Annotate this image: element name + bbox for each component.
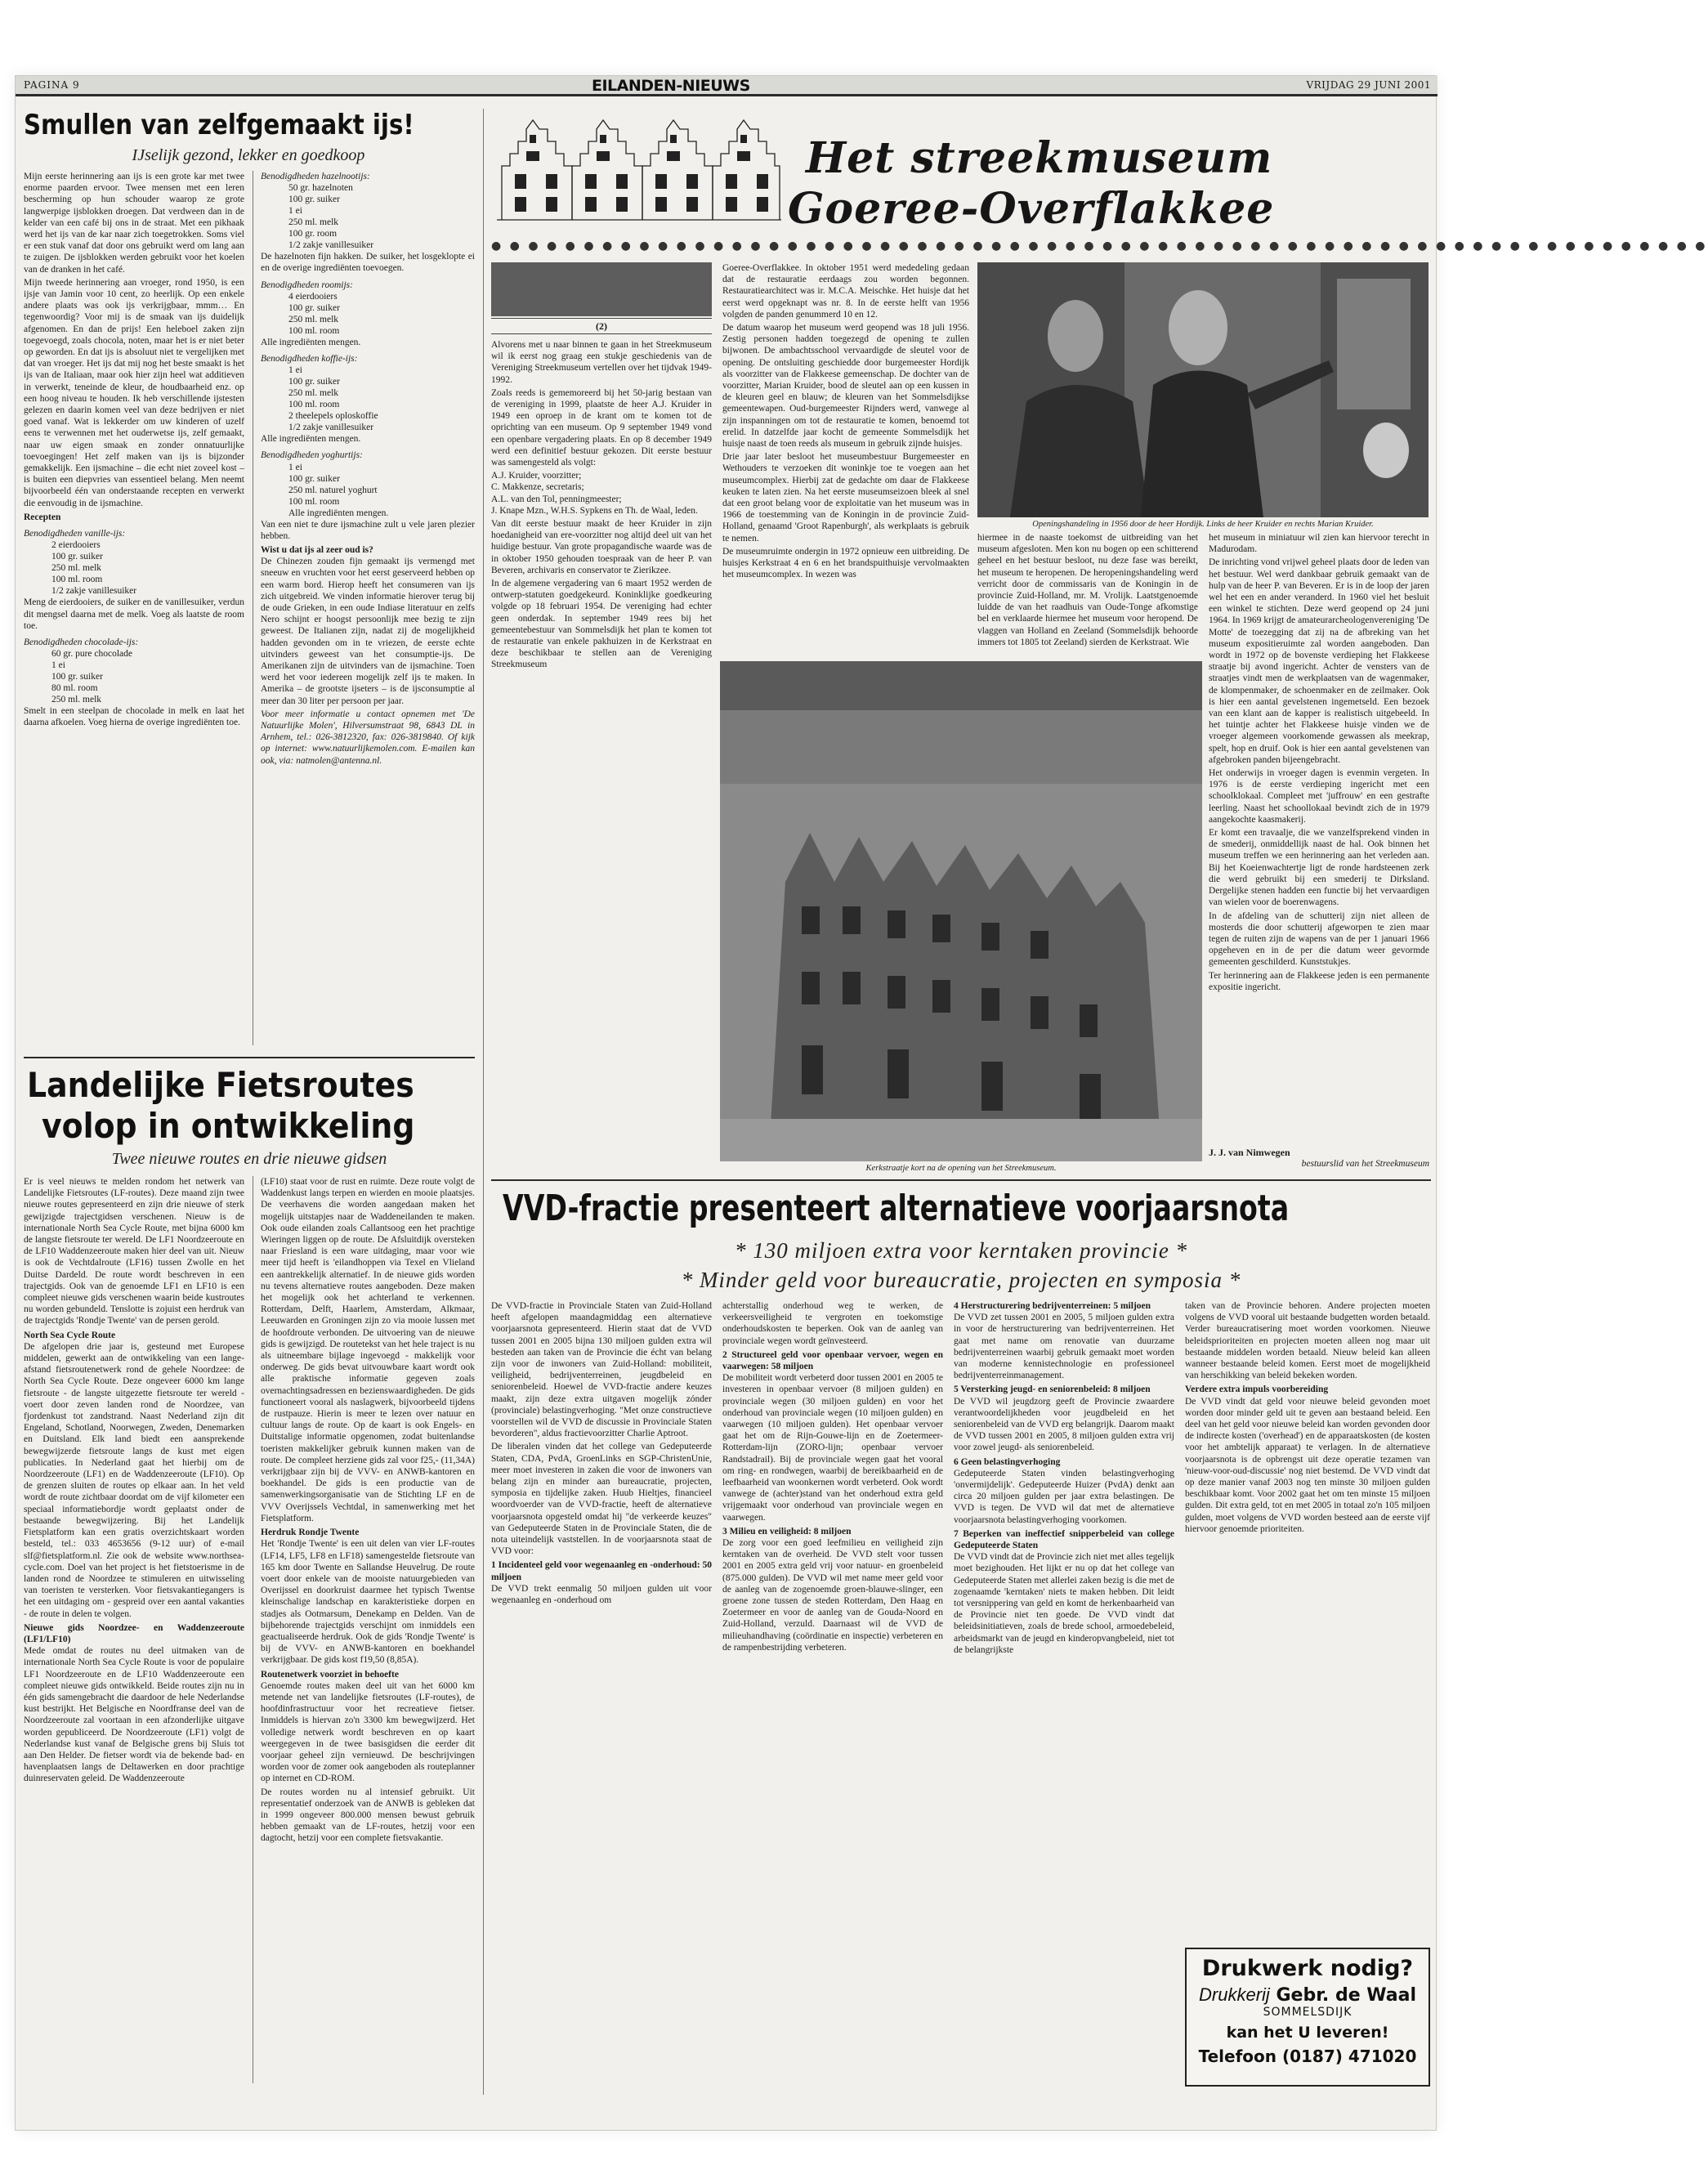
ingredient: 100 gr. suiker [288,195,340,205]
museum-body: Drie jaar later besloot het museumbestuur Burgemeester en Wethouders te verzoeken dit woninkje toe te voegen aan het museumcomplex. Hierbij zat de gedachte om daar de Flakkeese keuken te laten zien. Na het eerste museumseizoen bleek al snel dat een groot belang voor de exploitatie van het museum was in 1966 de toestemming van de Koningin in de provincie Zuid-Holland, genaamd 'Groot Rapenburgh', als werkplaats is gebruik te nemen. [722,452,969,544]
recipe-title: Benodigdheden chocolade-ijs: [24,637,139,647]
ingredient: 100 gr. suiker [51,672,103,682]
issue-date: VRIJDAG 29 JUNI 2001 [1306,79,1431,91]
kerkstraat-photo [720,661,1202,1161]
ingredient: Alle ingrediënten mengen. [288,508,389,518]
museum-body: C. Makkenze, secretaris; [491,482,584,493]
museum-col-1 [491,339,712,1050]
recipe-method: Van een niet te dure ijsmachine zult u vele jaren plezier hebben. [261,519,475,541]
museum-body: De inrichting vond vrijwel geheel plaats door de leden van het bestuur. Wel werd dankbaar gebruik gemaakt van de hulp van de heer P. van Beveren. Er is in de loop der jaren wel het een en ander veranderd. In 1960 viel het besluit een winkel te stichten. Deze werd geopend op 24 juni 1964. In 1969 krijgt de amateurarcheologenvereniging 'De Motte' de toezegging dat zij na de afbreking van het museum expositieruimte zal worden aangeboden. Dan wordt in 1972 op de bovenste verdieping het Flakkeese straatje bij avond ingericht. Achter de vensters van de straatjes vindt men de werkplaatsen van de wagenmaker, de klompenmaker, de schoenmaker en de zeilmaker. Ook is hier een aantal gevelstenen ingemetseld. Een bezoek van een klant aan de kapper is realistisch uitgebeeld. In het tuintje achter het Flakkeese huisje vinden we de vroeger algemeen voorkomende gewassen als meekrap, spelt, hop en druif. Ook is hier een aantal gevelstenen van afgebroken panden bijeengebracht. [1209,557,1429,765]
ingredient: 250 ml. melk [288,217,339,228]
fiets-lead: Er is veel nieuws te melden rondom het netwerk van Landelijke Fietsroutes (LF-routes). Deze maand zijn twee nieuwe routes gepresenteerd en zijn drie nieuwe of sterk gewijzigde trajectgidsen verschenen. Nieuw is de internationale North Sea Cycle Route, met bijna 6000 km de langste fietsroute ter wereld. De LF1 Noordzeeroute en de LF10 Waddenzeeroute maken hier deel van uit. Nieuw is ook de Vechtdalroute (LF16) tussen Zwolle en het Duitse Dardeld. De route wordt beschreven in een trajectgids. Ook van de genoemde LF1 en LF10 is een compleet nieuwe gids verschenen waarin beide kustroutes nu worden gebundeld. Tenslotte is zojuist een herdruk van de trajectgids 'Rondje Twente' van de persen gerold. [24,1177,244,1326]
fiets-subheading: Routenetwerk voorziet in behoefte [261,1669,399,1680]
museum-body: In de algemene vergadering van 6 maart 1952 werden de ontwerp-statuten goedgekeurd. Koninklijke goedkeuring volgde op 18 februari 1954. De vereniging had echter geen onderdak. In september 1949 rees bij het gemeentebestuur van Sommelsdijk het plan te komen tot de restauratie van enkele pakhuizen in de Kerkstraat en deze beschikbaar te stellen aan de Vereniging Streekmuseum [491,579,712,670]
ingredient: 1 ei [288,206,302,217]
page-number: PAGINA 9 [24,79,80,91]
ingredient: 2 eierdooiers [51,540,101,551]
author-name: J. J. van Nimwegen [1209,1147,1290,1158]
recipe-title: Benodigdheden koffie-ijs: [261,354,358,365]
ingredient: 100 gr. suiker [51,552,103,562]
ingredient: 1/2 zakje vanillesuiker [288,423,374,433]
vvd-headline: VVD-fractie presenteert alternatieve voorjaarsnota [503,1188,1290,1229]
museum-body: A.L. van den Tol, penningmeester; [491,494,622,504]
ijs-headline-box [24,109,481,148]
museum-body: Er komt een travaalje, die we vanzelfsprekend vinden in de smederij, onmiddellijk naast de hal. Ook binnen het museum treffen we een herinnering aan het verleden aan. Bij het Koeienwachtertje ligt de ronde hardsteenen zerk die werd gebruikt bij een smederij te Dirksland. Dergelijke stenen hadden een functie bij het vervaardigen van wielen voor de boerenwagens. [1209,828,1429,908]
museum-body: De museumruimte ondergin in 1972 opnieuw een uitbreiding. De huisjes Kerkstraat 4 en 6 en het brandspuithuisje vervolmaakten het museumcomplex. In wezen was [722,546,969,580]
vvd-body: De mobiliteit wordt verbeterd door tussen 2001 en 2005 te investeren in openbaar vervoer (8 miljoen gulden) en provinciale wegen (30 miljoen gulden) en voor het onderhoud van provinciale wegen (10 miljoen gulden) en vaarwegen (10 miljoen gulden). Het openbaar vervoer gaat het om de Rijn-Gouwe-lijn en de Zoetermeer-Rotterdam-lijn (ZORO-lijn; openbaar vervoer Randstadrail). Bij de provinciale wegen gaat het vooral om ring- en rondwegen, waarbij de bereikbaarheid en de leefbaarheid van woonkernen wordt verbeterd. Ook wordt vanwege de (achter)stand van het onderhoud extra geld vrijgemaakt voor onderhoud van provinciale wegen en vaarwegen. [722,1373,943,1523]
fiets-deck: Twee nieuwe routes en drie nieuwe gidsen [111,1150,387,1168]
museum-body: Alvorens met u naar binnen te gaan in het Streekmuseum wil ik eerst nog graag een stukje geschiedenis van de Vereniging Streekmuseum vertellen over het tijdvak 1949-1992. [491,340,712,385]
drukwerk-advertisement [1185,1948,1430,2087]
ijs-subheading: Wist u dat ijs al zeer oud is? [261,545,373,556]
vvd-body: De VVD trekt eenmalig 50 miljoen gulden uit voor wegenaanleg en -onderhoud om [491,1583,712,1606]
ingredient: 50 gr. hazelnoten [288,183,353,194]
museum-body: hiermee in de naaste toekomst de uitbreiding van het museum afgesloten. Men kon nu bogen op een schitterend geheel en het bestuur besloot, nu deze fase was bereikt, het museum te heropenen. De heropeningshandeling werd verricht door de commissaris van de Koningin in de provincie Zuid-Holland, mr. M. Vrolijk. Laatstgenoemde luidde de van het raadhuis van Oude-Tonge afkomstige bel en verklaarde hiermee het museum voor heropend. De vlaggen van Holland en Zeeland (Sommelsdijk behoorde immers tot 1805 tot Zeeland) sierden de Kerkstraat. Wie [977,533,1198,647]
vvd-body: De zorg voor een goed leefmilieu en veiligheid zijn kerntaken van de overheid. De VVD stelt voor tussen 2001 en 2005 extra geld vrij voor natuur- en groenbeleid (875.000 gulden). De VVD wil met name meer geld voor de aanleg van de zogenoemde groen-blauwe-slinger, een groene zone tussen de steden Rotterdam, Den Haag en Zoetermeer en voor de aanleg van de Gouda-Noord en Zuid-Holland, verzuld. Daarnaast wil de VVD de milieuhandhaving (coördinatie en inspectie) verbeteren en de rampenbestrijding verbeteren. [722,1538,943,1653]
recipe-title: Benodigdheden yoghurtijs: [261,450,363,461]
opening-photo [977,262,1429,517]
ingredient: 250 ml. melk [288,314,339,324]
museum-title-2: Goeree-Overflakkee [788,184,1275,234]
museum-body: Ter herinnering aan de Flakkeese jeden is een permanente expositie ingericht. [1209,970,1429,992]
fiets-body: Mede omdat de routes nu deel uitmaken van de internationale North Sea Cycle Route is voor de populaire LF1 Noordzeeroute en de LF10 Waddenzeeroute een compleet nieuwe gids ontwikkeld. Beide routes zijn nu in één gids samengebracht die daardoor de hele Nederlandse kust bestrijkt. Het Belgische en Noordfranse deel van de Noordzeeroute zal voortaan in een afzonderlijke uitgave worden gepubliceerd. De Noordzeeroute (LF1) volgt de Nederlandse kust vanaf de Belgische grens bij Sluis tot aan Den Helder. De fietser wordt via de bekende bad- en havenplaatsen langs de Deltawerken en door prachtige duinreservaten geleid. De Waddenzeeroute [24,1646,244,1784]
ijs-headline: Smullen van zelfgemaakt ijs! [24,109,414,141]
vvd-deck-2: * Minder geld voor bureaucratie, projecten en symposia * [681,1268,1241,1292]
museum-col-4 [1209,532,1429,1153]
vvd-point-title: 4 Herstructurering bedrijventerreinen: 5 miljoen [954,1301,1151,1311]
fiets-headline-box-1 [24,1065,481,1107]
vvd-body: De VVD vindt dat de Provincie zich niet met alles tegelijk moet bezighouden. Het lijkt er nu op dat het college van Gedeputeerde Staten met allerlei zaken bezig is die met de zogenaamde 'kerntaken' niets te maken hebben. Dit leidt tot versnippering van geld en komt de herkenbaarheid van de Provincie niet ten goede. De VVD vindt dat beleidsinitiatieven, zoals de brede school, armoedebeleid, arbeidsmarkt van de jeugd en kinderopvangbeleid, niet tot de belangrijkste [954,1552,1174,1655]
fiets-headline-1: Landelijke Fietsroutes [27,1065,414,1105]
vvd-col-4 [1185,1300,1430,1987]
ingredient: 1 ei [51,660,65,671]
ingredient: 100 gr. suiker [288,473,340,484]
ad-company [1187,1984,1429,2006]
fiets-headline-box-2 [24,1106,481,1148]
museum-body: Zoals reeds is gememoreerd bij het 50-jarig bestaan van de vereniging in 1999, plaatste de heer A.J. Kruider in 1949 een oproep in de krant om te komen tot de oprichting van een museum. Op 9 september 1949 vond een openbare vergadering plaats. En op 8 december 1949 werd een definitief bestuur gekozen. Dit eerste bestuur was samengesteld als volgt: [491,387,712,468]
ad-town: SOMMELSDIJK [1263,2006,1353,2019]
ijs-body: Mijn tweede herinnering aan vroeger, rond 1950, is een ijsje van Jamin voor 10 cent, zo heerlijk. Op een enkele andere plaats was ook ijs verkrijgbaar, mmm… En tegenwoordig? Voor mij is de smaak van ijs duidelijk afgenomen. En dan de prijs! Een heleboel zaken zijn toegevoegd, zoals chocola, noten, maar het is er niet beter op geworden. En dat ijs is absoluut niet te vergelijken met dat van vroeger. Het ijs dat mij nog het beste smaakt is het ijs van de Italiaan, maar ook hier zijn heel wat additieven in verwerkt, teneinde de kleur, de houdbaarheid enz. op een hoog niveau te houden. Ik heb verschillende ijstesten gelezen en daarin komen veel van deze bedrijven er niet goed vanaf. Wat is lekkerder om uw kinderen of uzelf eens te verwennen met het ouderwetse ijs, zelf gemaakt, naar uw eigen smaak en zonder onnatuurlijke toevoegingen! Het zelf maken van ijs is bijzonder gemakkelijk. Een ijsmachine – die echt niet zoveel kost – is buiten een diepvries van essentieel belang. Men neemt bijvoorbeeld één van onderstaande recepten en verwerkt die eenvoudig in de ijsmachine. [24,277,244,508]
fiets-subheading: Herdruk Rondje Twente [261,1528,360,1538]
vvd-body: De liberalen vinden dat het college van Gedeputeerde Staten, CDA, PvdA, GroenLinks en SGP-ChristenUnie, meer moet investeren in zaken die voor de inwoners van belang zijn en minder aan bureaucratie, projecten, symposia en tijdelijke zaken. Huub Hieltjes, financieel woordvoerder van de VVD-fractie, heeft de alternatieve voorjaarsnota opgesteld omdat hij "de verkeerde keuzes" van Gedeputeerde Staten in de Provinciale Staten, die de nota uiteindelijk vaststellen. In de voorjaarsnota staat de VVD voor: [491,1442,712,1557]
ingredient: 250 ml. melk [51,563,102,574]
vvd-point-title: 1 Incidenteel geld voor wegenaanleg en -onderhoud: 50 miljoen [491,1560,712,1582]
fiets-subheading: North Sea Cycle Route [24,1330,116,1340]
ingredient: 250 ml. melk [288,388,339,399]
vvd-body: De VVD vindt dat geld voor nieuwe beleid gevonden moet worden door minder geld uit te geven aan bestaand beleid. Een deel van het geld voor nieuwe beleid kan worden gevonden door de indirecte kosten ('overhead') en de apparaatskosten (de kosten voor het ambtelijk apparaat) te verlagen. In de alternatieve voorjaarsnota is de opbrengst uit deze operatie tezamen van 'nieuw-voor-oud-discussie' nog niet bestemd. De VVD vindt dat op deze manier vanaf 2003 nog ten minste 30 miljoen gulden beschikbaar komt. Voor 2002 gaat het om ten minste 15 miljoen gulden. Dit extra geld, tot en met 2005 in totaal zo'n 105 miljoen gulden, moet volgens de VVD worden besteed aan de eerste vijf hiervoor genoemde prioriteiten. [1185,1396,1430,1534]
vvd-point-title: 3 Milieu en veiligheid: 8 miljoen [722,1526,852,1537]
ad-headline: Drukwerk nodig? [1201,1956,1414,1981]
vvd-body: Gedeputeerde Staten vinden belastingverhoging 'onvermijdelijk'. Gedeputeerde Huizer (PvdA) denkt aan circa 20 miljoen gulden per jaar extra belastingen. De VVD is tegen. De VVD wil dat met de alternatieve voorjaarsnota belastingverhoging voorkomen. [954,1468,1174,1525]
author-role: bestuurslid van het Streekmuseum [1301,1159,1429,1170]
recipe-method: Smelt in een steelpan de chocolade in melk en laat het daarna afkoelen. Voeg hierna de overige ingrediënten toe. [24,706,244,728]
ad-company-name: Gebr. de Waal [1276,1985,1416,2006]
recipe-title: Benodigdheden vanille-ijs: [24,529,126,539]
museum-body: In de afdeling van de schutterij zijn niet alleen de mosterds die door schutterij afgeworpen te zien maar tegen de ruiten zijn de wapens van de per 1 januari 1966 opgeheven en in de per die datum weer gevormde gemeenten geschilderd. Kunststukjes. [1209,910,1429,968]
recipe-title: Benodigdheden hazelnootijs: [261,172,370,181]
ingredient: 1 ei [288,365,302,376]
ingredient: 1/2 zakje vanillesuiker [51,586,137,597]
museum-building-sketch [494,109,784,223]
recipe-method: Alle ingrediënten mengen. [261,337,361,347]
museum-title-1: Het streekmuseum [806,133,1273,183]
recipe-method: Meng de eierdooiers, de suiker en de vanillesuiker, verdun dit mengsel daarna met de melk. Voeg als laatste de room toe. [24,597,244,631]
fiets-body: Het 'Rondje Twente' is een uit delen van vier LF-routes (LF14, LF5, LF8 en LF18) samengestelde fietsroute van 165 km door Twente en Sallandse Heuvelrug. De route voert door enkele van de mooiste natuurgebieden van Overijssel en doorkruist daarmee het typisch Twentse kleinschalige landschap en karakteristieke dorpen en stadjes als Ootmarsum, Denekamp en Delden. Van de bijbehorende trajectgids verschijnt om inmiddels een geactualiseerde herdruk. Ook de gids 'Rondje Twente' is bij de VVV- en ANWB-kantoren en boekhandel verkrijgbaar. De gids kost f19,50 (8,85A). [261,1539,475,1666]
vvd-col-3 [954,1300,1174,2093]
recipe-method: Alle ingrediënten mengen. [261,434,361,445]
vvd-body: achterstallig onderhoud weg te werken, de verkeersveiligheid te vergroten en toekomstige onderhoudskosten te beperken. Ook van de aanleg van provinciale wegen wordt geïnvesteerd. [722,1301,943,1346]
museum-body: Het onderwijs in vroeger dagen is evenmin vergeten. In 1976 is de eerste verdieping ingericht met een schoolklokaal. Compleet met 'juffrouw' en een gestrafte leerling. Naast het schoollokaal bevindt zich de in 1979 aangekochte kaasmakerij. [1209,768,1429,825]
opening-photo-caption: Openingshandeling in 1956 door de heer Hordijk. Links de heer Kruider en rechts Marian Kruider. [1032,520,1374,529]
ijs-col-1 [24,171,244,1053]
ijs-recipes-heading: Recepten [24,512,61,522]
fiets-body: (LF10) staat voor de rust en ruimte. Deze route volgt de Waddenkust langs terpen en wierden en mooie plaatsjes. De veerhavens die worden aangedaan maken het mogelijk uitstapjes naar de Waddeneilanden te maken. Ook oude eilanden zoals Callantsoog een het prachtige Wieringen liggen op de route. De Afsluitdijk oversteken naar Friesland is een ware uitdaging, maar voor wie meer tijd heeft is 'eilandhoppen via Texel en Vlieland een aantrekkelijk alternatief. In de nieuwe gids worden nu tevens alternatieve routes aangeboden. Deze maken het mogelijk ook het achterland te verkennen. Rotterdam, Delft, Haarlem, Amsterdam, Alkmaar, Leeuwarden en Groningen zijn zo via mooie lussen met de hoofdroute verbonden. De uitvoering van de nieuwe gids is gewijzigd. De routetekst van het hele traject is nu als uitneembare bijlage ingevoegd - makkelijk voor onderweg. De gids bevat uitvouwbare kaart wordt ook alle praktische informatie gegeven zoals overnachtingsadressen en bezienswaardigheden. De gids functioneert vooral als naslagwerk, bijvoorbeeld tijdens de rustpauze. Hierin is meer te lezen over natuur en cultuur langs de route. Op de kaart is ook Engels- en Duitstalige informatie opgenomen, zodat buitenlandse toeristen makkelijker gebruik kunnen maken van de route. De compleet herziene gids zal voor f25,- (11,34A) verkrijgbaar zijn bij de VVV- en ANWB-kantoren en boekhandel. De gids is een productie van de samenwerkingsorganisatie van de Stichting LF en de VVV Overijssels Vechtdal, in samenwerking met het Fietsplatform. [261,1177,475,1523]
section-rule [24,1057,475,1058]
vvd-headline-box [491,1188,1431,1237]
museum-photo-small [491,262,712,316]
ad-phone: Telefoon (0187) 471020 [1198,2047,1417,2066]
ad-tagline: kan het U leveren! [1226,2024,1389,2042]
vvd-point-title: 7 Beperken van ineffectief snipperbeleid van college Gedeputeerde Staten [954,1528,1174,1551]
ingredient: 100 ml. room [288,400,340,410]
vvd-col-1 [491,1300,712,2093]
ad-company-prefix: Drukkerij [1199,1984,1270,2005]
ijs-deck: IJselijk gezond, lekker en goedkoop [132,146,365,164]
vvd-point-title: 5 Versterking jeugd- en seniorenbeleid: 8 miljoen [954,1384,1151,1395]
vvd-point-title: 2 Structureel geld voor openbaar vervoer, wegen en vaarwegen: 58 miljoen [722,1349,943,1372]
museum-body: Goeree-Overflakkee. In oktober 1951 werd mededeling gedaan dat de restauratie eerdaags zou worden begonnen. Restauratiearchitect was ir. M.C.A. Meischke. Het huisje dat het eerst werd opgeknapt was nr. 8. In de eerste helft van 1956 volgden de panden genummerd 10 en 12. [722,263,969,320]
fiets-subheading: Nieuwe gids Noordzee- en Waddenzeeroute (LF1/LF10) [24,1622,244,1644]
fiets-body: De afgelopen drie jaar is, gesteund met Europese middelen, gewerkt aan de ontwikkeling van een lange-afstand fietsroutenetwerk rond de gehele Noordzee: de North Sea Cycle Route. Deze ongeveer 6000 km lange fietsroute - de langste uitgezette fietsroute ter wereld - voert door zeven landen rond de Noordzee, van fjordenkust tot zandstrand. Naast Nederland zijn dit Engeland, Schotland, Noorwegen, Zweden, Denemarken en Duitsland. Elk land biedt een aansprekende bewegwijzerde fietsroute langs de kust met eigen publicaties. In Nederland gaat het hierbij om de Noordzeeroute (LF1) en de Waddenzeeroute (LF10). Op de grenzen sluiten de routes op elkaar aan. In het veld wordt de route zichtbaar doordat om de vijf kilometer een speciaal informatiebordje wordt geplaatst onder de bestaande bewegwijzering. Bij het Landelijk Fietsplatform kan een gratis overzichtskaart worden besteld, tel.: 033 4653656 (9-12 uur) of e-mail slf@fietsplatform.nl. Zie ook de website www.northsea-cycle.com. Doel van het project is het fietstoerisme in de landen rond de Noordzee te stimuleren en uitwisseling van toeristen te versterken. Voor fietsvakantiegangers is het een uitdaging om - gespreid over een aantal vakanties - de route in delen te volgen. [24,1341,244,1619]
fiets-body: Genoemde routes maken deel uit van het 6000 km metende net van landelijke fietsroutes (LF-routes), de hoofdinfrastructuur voor het recreatieve fietser. Inmiddels is hiervan zo'n 3300 km bewegwijzerd. Het volledige netwerk wordt beschreven en op kaart weergegeven in de twee basisgidsen die eerder dit voorjaar geheel zijn vernieuwd. De beschrijvingen worden voor de zomer ook aangeboden als routeplanner op internet en CD-ROM. [261,1680,475,1784]
vvd-body: taken van de Provincie behoren. Andere projecten moeten volgens de VVD vooral uit bestaande budgetten worden betaald. Verder bureaucratisering moet worden voorkomen. Nieuwe beleidsprioriteiten en projecten moeten alleen nog maar uit bestaande middelen worden betaald. Nieuw beleid kan alleen wanneer bestaande beleid komen. Eerst moet de mogelijkheid van herschikking van beleid bekeken worden. [1185,1301,1430,1381]
ingredient: 2 theelepels oploskoffie [288,411,378,422]
museum-dot-rule: ● ● ● ● ● ● ● ● ● ● ● ● ● ● ● ● ● ● ● ● ● ● ● ● ● ● ● ● ● ● ● ● ● ● ● ● ● ● ● ● ● ● ● ● ● ● ● ● ● ● ● ● ● ● ● ● ● ● ● ● ● ● ● ● ● ● [491,239,1708,253]
vvd-deck-1: * 130 miljoen extra voor kerntaken provincie * [734,1238,1188,1263]
ingredient: 250 ml. melk [51,695,102,705]
recipe-title: Benodigdheden roomijs: [261,280,353,290]
museum-body: A.J. Kruider, voorzitter; [491,471,582,481]
newspaper-page [15,75,1708,2131]
ingredient: 60 gr. pure chocolade [51,649,132,660]
ingredient: 1/2 zakje vanillesuiker [288,240,374,251]
museum-body: J. Knape Mzn., W.H.S. Sypkens en Th. de Waal, leden. [491,505,698,516]
vvd-body: De VVD wil jeugdzorg geeft de Provincie zwaardere verantwoordelijkheden voor jeugdbeleid en het seniorenbeleid van de VVD erg belangrijk. Daarom maakt de VVD tussen 2001 en 2005, 8 miljoen gulden extra vrij voor zowel jeugd- als seniorenbeleid. [954,1396,1174,1453]
ingredient: 100 gr. suiker [288,302,340,313]
vvd-point-title: Verdere extra impuls voorbereiding [1185,1384,1329,1395]
ingredient: 100 ml. room [288,325,340,336]
fiets-col-1 [24,1176,244,2091]
ingredient: 100 ml. room [51,575,103,585]
museum-title-box-2 [788,184,1433,235]
museum-title-box-1 [788,133,1433,184]
ijs-lead: Mijn eerste herinnering aan ijs is een grote kar met twee enorme paarden ervoor. Twee mensen met een leren bescherming op hun schouder waarop ze grote langwerpige ijsblokken droegen. Dat verdween dan in de kelder van een café bij ons in de straat. Met een pikhaak werd het ijs van de kar naar zich toegetrokken. Soms viel er een stuk vanaf dat door ons gebruikt werd om lang aan te zuigen. De ijsblokken werden gebruikt voor het koelen van de dranken in het café. [24,172,244,275]
museum-byline [1209,1147,1429,1179]
vvd-point-title: 6 Geen belastingverhoging [954,1456,1061,1467]
kerkstraat-photo-image [720,661,1202,1161]
museum-col-3 [977,532,1198,660]
fiets-body: De routes worden nu al intensief gebruikt. Uit representatief onderzoek van de ANWB is gebleken dat in 1999 ongeveer 800.000 mensen bewust gebruik hebben gemaakt van de LF-routes, hetzij voor een dagtocht, hetzij voor een complete fietsvakantie. [261,1787,475,1844]
vvd-lead: De VVD-fractie in Provinciale Staten van Zuid-Holland heeft afgelopen maandagmiddag een alternatieve voorjaarsnota gepresenteerd. Hierin staat dat de VVD tussen 2001 en 2005 bijna 130 miljoen gulden extra wil besteden aan taken van de Provincie die écht van belang zijn voor de inwoners van Zuid-Holland: mobiliteit, veiligheid, bedrijventerreinen, jeugdbeleid en seniorenbeleid. Hoewel de VVD-fractie andere keuzes maakt, zijn deze extra uitgaven mogelijk zónder (provinciale) belastingverhoging. "Met onze constructieve voorstellen wil de VVD de discussie in Provinciale Staten bevorderen", aldus fractievoorzitter Charlie Aptroot. [491,1301,712,1439]
museum-body: De datum waarop het museum werd geopend was 18 juli 1956. Zestig personen hadden toegezegd de opening te zullen bijwonen. De ambachtsschool vervaardigde de sleutel voor de opening. De ontsluiting geschiedde door burgemeester Hordijk als voorzitter van de Flakkeese gemeenschap. De dochter van de voorzitter, Marian Kruider, bood de sleutel aan op een kussen in de kleuren geel en blauw; de kleuren van het Sommelsdijkse gemeentewapen. Oud-burgemeester Rijnders werd, vanwege al zijn inspanningen om tot de restauratie te komen, benoemd tot erelid. In datzelfde jaar kocht de gemeente Sommelsdijk het huisje naast de toen reeds als museum in gebruik zijnde huisjes. [722,323,969,450]
ijs-history: De Chinezen zouden fijn gemaakt ijs vermengd met sneeuw en vruchten voor het eerst geserveerd hebben op een warm bord. Hierop heeft het consumeren van ijs zich uitgebreid. We vinden informatie hierover terug bij de oude Grieken, in een oude Indiase literatuur en zelfs Nero schijnt er hoogst persoonlijk mee bezig te zijn geweest. De Italianen zijn, nadat zij de mogelijkheid hadden gevonden om in te vriezen, de eerste echte uitvinders geweest van het consumptie-ijs. De Amerikanen zijn de uitvinders van de ijsmachine. Toen werd het voor iedereen mogelijk zelf ijs te maken. In Amerika – de grootste ijseters – is de ijsconsumptie al meer dan 30 liter per persoon per jaar. [261,557,475,706]
ingredient: 4 eierdooiers [288,291,338,302]
masthead: EILANDEN-NIEUWS [592,77,750,95]
ijs-col-2 [261,171,475,1053]
recipe-method: De hazelnoten fijn hakken. De suiker, het losgeklopte ei en de overige ingrediënten toevoegen. [261,252,475,274]
kerkstraat-photo-caption: Kerkstraatje kort na de opening van het Streekmuseum. [865,1164,1057,1173]
section-rule [491,1179,1431,1181]
ingredient: 100 gr. room [288,229,338,239]
gables-illustration [494,109,784,223]
page-divider [483,109,484,2095]
fiets-headline-2: volop in ontwikkeling [42,1106,415,1146]
vvd-col-2 [722,1300,943,2093]
ingredient: 100 gr. suiker [288,377,340,387]
museum-body: het museum in miniatuur wil zien kan hiervoor terecht in Madurodam. [1209,533,1429,555]
vvd-body: De VVD zet tussen 2001 en 2005, 5 miljoen gulden extra in voor de herstructurering van bedrijventerreinen. Het gaat met name om renovatie van duurzame bedrijventerreinen waarbij gebruik gemaakt moet worden van moderne kennistechnologie en professioneel bedrijventerreinmanagement. [954,1313,1174,1381]
fiets-col-2 [261,1176,475,2091]
opening-photo-image [977,262,1429,517]
museum-part-label: (2) [491,318,712,334]
ingredient: 80 ml. room [51,683,98,694]
ingredient: 100 ml. room [288,496,340,507]
ingredient: 1 ei [288,462,302,472]
ijs-info: Voor meer informatie u contact opnemen met 'De Natuurlijke Molen', Hilversumstraat 98, 6843 DL in Arnhem, tel.: 026-3812320, fax: 026-3819840. Of kijk op internet: www.natuurlijkemolen.com. E-mailen kan ook, via: natmolen@antenna.nl. [261,709,475,766]
ingredient: 250 ml. naturel yoghurt [288,485,378,495]
museum-body: Van dit eerste bestuur maakt de heer Kruider in zijn hoedanigheid van ere-voorzitter nog altijd deel uit van het huidige bestuur. Van grote propagandische waarde was de in oktober 1950 gehouden toespraak van de heer P. van Beveren, archivaris en conservator te Zierikzee. [491,519,712,575]
